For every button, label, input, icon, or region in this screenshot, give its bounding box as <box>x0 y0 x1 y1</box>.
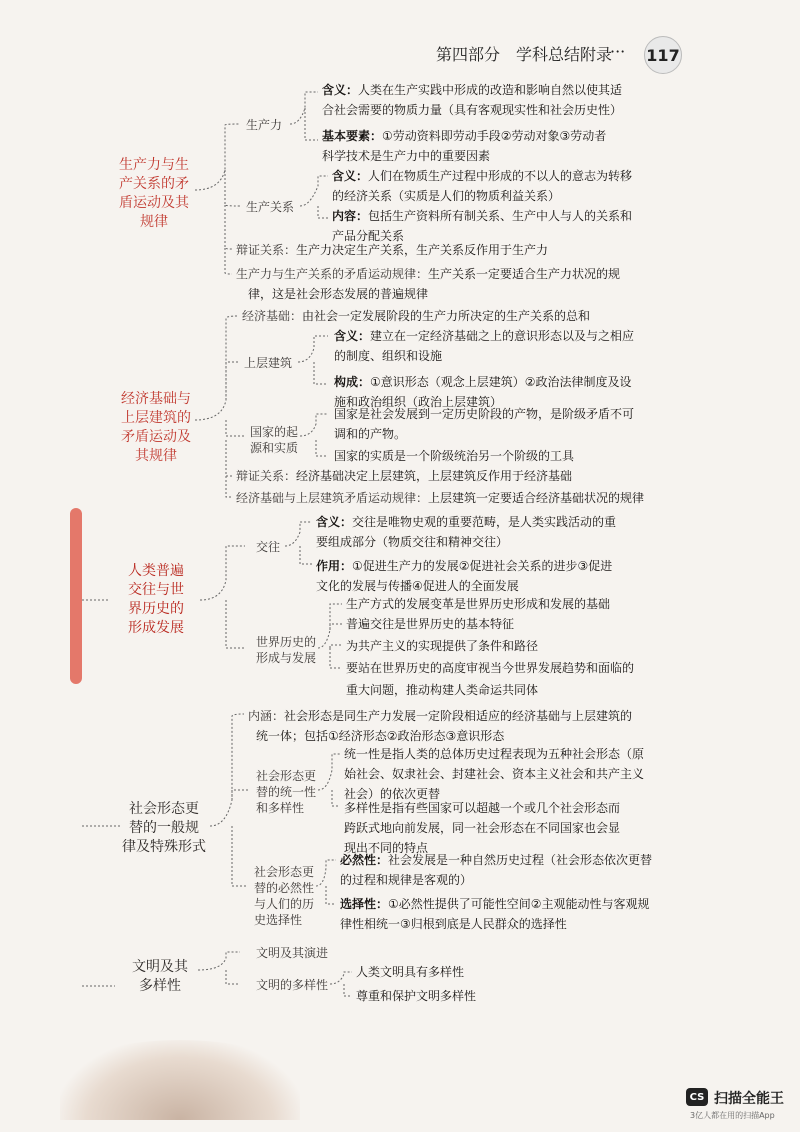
dialectic-text: 生产力决定生产关系，生产关系反作用于生产力 <box>296 243 549 257</box>
role-text: ①促进生产力的发展②促进社会关系的进步③促进 <box>352 559 613 573</box>
necessity-line2: 的过程和规律是客观的） <box>340 873 473 887</box>
scanner-logo-icon <box>686 1088 708 1106</box>
dialectic-label: 辩证关系： <box>236 469 297 483</box>
connotation-line1 <box>248 706 632 726</box>
necessity-label-line: 与人们的历 <box>254 897 315 911</box>
unity-label-line: 社会形态更 <box>256 769 317 783</box>
page-header-title: 第四部分 学科总结附录 <box>436 45 613 64</box>
topic-line: 形成发展 <box>128 620 184 636</box>
topic-line: 矛盾运动及 <box>121 429 191 445</box>
unity-label-line: 和多样性 <box>256 801 305 815</box>
law-text: 上层建筑一定要适合经济基础状况的规律 <box>428 491 645 505</box>
elements-title: 基本要素： <box>322 129 383 143</box>
node-world-history <box>256 634 316 666</box>
diversity-line1: 多样性是指有些国家可以超越一个或几个社会形态而 <box>344 801 621 815</box>
world-item: 为共产主义的实现提供了条件和路径 <box>346 639 539 653</box>
state-origin-line1: 国家是社会发展到一定历史阶段的产物，是阶级矛盾不可 <box>334 407 635 421</box>
section1-law-line2: 律，这是社会形态发展的普遍规律 <box>248 287 429 301</box>
unity-line1: 统一性是指人类的总体历史过程表现为五种社会形态（原 <box>344 747 645 761</box>
exchange-role-line1 <box>316 556 612 576</box>
role-title: 作用： <box>316 559 353 573</box>
world-item: 普遍交往是世界历史的基本特征 <box>346 617 515 631</box>
topic-base-superstructure <box>112 390 200 466</box>
topic-line: 律及特殊形式 <box>122 839 206 855</box>
law-text: 生产关系一定要适合生产力状况的规 <box>428 267 621 281</box>
unity-line2: 始社会、奴隶社会、封建社会、资本主义社会和共产主义 <box>344 767 645 781</box>
dialectic-text: 经济基础决定上层建筑，上层建筑反作用于经济基础 <box>296 469 573 483</box>
node-state <box>250 424 298 456</box>
meaning-title: 含义： <box>316 515 353 529</box>
scanner-brand: 扫描全能王 <box>714 1091 784 1107</box>
topic-line: 多样性 <box>139 978 181 994</box>
node-necessity-choice <box>254 864 314 928</box>
logo-text: CS <box>689 1091 705 1103</box>
content-text: 包括生产资料所有制关系、生产中人与人的关系和 <box>368 209 633 223</box>
section1-dialectic <box>236 240 548 260</box>
connotation-line2: 统一体；包括①经济形态②政治形态③意识形态 <box>256 729 505 743</box>
topic-line: 规律 <box>140 214 168 230</box>
super-comp-line1 <box>334 372 632 392</box>
productivity-meaning-line1 <box>322 80 622 100</box>
world-item-cont: 重大问题，推动构建人类命运共同体 <box>346 683 539 697</box>
unity-line3: 社会）的依次更替 <box>344 787 441 801</box>
productivity-elements-line1 <box>322 126 606 146</box>
node-productivity: 生产力 <box>246 118 283 132</box>
topic-line: 文明及其 <box>132 959 188 975</box>
necessity-line1 <box>340 850 652 870</box>
connotation-text: 社会形态是同生产力发展一定阶段相适应的经济基础与上层建筑的 <box>284 709 633 723</box>
state-label-line: 源和实质 <box>250 441 299 455</box>
choice-text: ①必然性提供了可能性空间②主观能动性与客观规 <box>388 897 650 911</box>
super-meaning-line2: 的制度、组织和设施 <box>334 349 443 363</box>
node-unity-diversity <box>256 768 316 816</box>
necessity-label-line: 社会形态更 <box>254 865 315 879</box>
node-exchange: 交往 <box>256 540 281 554</box>
elements-text: ①劳动资料即劳动手段②劳动对象③劳动者 <box>382 129 607 143</box>
meaning-title: 含义： <box>322 83 359 97</box>
content-title: 内容： <box>332 209 369 223</box>
world-item: 要站在世界历史的高度审视当今世界发展趋势和面临的 <box>346 661 635 675</box>
productivity-meaning-line2: 合社会需要的物质力量（具有客观现实性和社会历史性） <box>322 103 623 117</box>
exchange-meaning-line1 <box>316 512 616 532</box>
comp-text: ①意识形态（观念上层建筑）②政治法律制度及设 <box>370 375 632 389</box>
state-essence: 国家的实质是一个阶级统治另一个阶级的工具 <box>334 449 575 463</box>
diversity-line2: 跨跃式地向前发展，同一社会形态在不同国家也会显 <box>344 821 621 835</box>
page-header-dots: ··· <box>610 42 626 61</box>
meaning-text: 交往是唯物史观的重要范畴，是人类实践活动的重 <box>352 515 617 529</box>
relations-content-line2: 产品分配关系 <box>332 229 405 243</box>
necessity-label-line: 替的必然性 <box>254 881 315 895</box>
relations-meaning-line2: 的经济关系（实质是人们的物质利益关系） <box>332 189 561 203</box>
page-shadow <box>60 1040 300 1120</box>
state-label-line: 国家的起 <box>250 425 299 439</box>
comp-title: 构成： <box>334 375 371 389</box>
topic-line: 盾运动及其 <box>119 195 189 211</box>
node-superstructure: 上层建筑 <box>244 356 293 370</box>
meaning-title: 含义： <box>332 169 369 183</box>
law-label: 经济基础与上层建筑矛盾运动规律： <box>236 491 429 505</box>
relations-meaning-line1 <box>332 166 632 186</box>
topic-universal-exchange <box>112 562 200 638</box>
node-civilization-evolution: 文明及其演进 <box>256 946 329 960</box>
choice-title: 选择性： <box>340 897 389 911</box>
section2-law <box>236 488 644 508</box>
super-comp-line2: 施和政治组织（政治上层建筑） <box>334 395 503 409</box>
node-production-relations: 生产关系 <box>246 200 295 214</box>
exchange-role-line2: 文化的发展与传播④促进人的全面发展 <box>316 579 519 593</box>
topic-civilization <box>118 958 202 996</box>
choice-line1 <box>340 894 650 914</box>
topic-line: 上层建筑的 <box>121 410 191 426</box>
exchange-meaning-line2: 要组成部分（物质交往和精神交往） <box>316 535 509 549</box>
meaning-title: 含义： <box>334 329 371 343</box>
base-text: 由社会一定发展阶段的生产力所决定的生产关系的总和 <box>302 309 591 323</box>
civilization-item: 尊重和保护文明多样性 <box>356 989 477 1003</box>
base-label: 经济基础： <box>242 309 303 323</box>
civilization-item: 人类文明具有多样性 <box>356 965 465 979</box>
choice-line2: 律性相统一③归根到底是人民群众的选择性 <box>340 917 567 931</box>
meaning-text: 人们在物质生产过程中形成的不以人的意志为转移 <box>368 169 633 183</box>
topic-line: 替的一般规 <box>129 820 199 836</box>
page-number: 117 <box>646 45 680 65</box>
relations-content-line1 <box>332 206 632 226</box>
topic-line: 生产力与生 <box>119 157 189 173</box>
scanner-tagline: 3亿人都在用的扫描App <box>690 1111 775 1120</box>
necessity-label-line: 史选择性 <box>254 913 303 927</box>
necessity-title: 必然性： <box>340 853 389 867</box>
section2-dialectic <box>236 466 572 486</box>
topic-productivity-relations <box>110 156 198 232</box>
world-label-line: 世界历史的 <box>256 635 317 649</box>
dialectic-label: 辩证关系： <box>236 243 297 257</box>
section1-law-line1 <box>236 264 620 284</box>
topic-line: 经济基础与 <box>121 391 191 407</box>
topic-line: 产关系的矛 <box>119 176 189 192</box>
meaning-text: 人类在生产实践中形成的改造和影响自然以使其适 <box>358 83 623 97</box>
diversity-line3: 现出不同的特点 <box>344 841 429 855</box>
world-label-line: 形成与发展 <box>256 651 317 665</box>
topic-line: 其规律 <box>135 448 177 464</box>
connotation-label: 内涵： <box>248 709 285 723</box>
productivity-elements-line2: 科学技术是生产力中的重要因素 <box>322 149 491 163</box>
necessity-text: 社会发展是一种自然历史过程（社会形态依次更替 <box>388 853 653 867</box>
node-civilization-diversity: 文明的多样性 <box>256 978 329 992</box>
world-item: 生产方式的发展变革是世界历史形成和发展的基础 <box>346 597 611 611</box>
state-origin-line2: 调和的产物。 <box>334 427 407 441</box>
economic-base <box>242 306 590 326</box>
super-meaning-line1 <box>334 326 634 346</box>
meaning-text: 建立在一定经济基础之上的意识形态以及与之相应 <box>370 329 635 343</box>
unity-label-line: 替的统一性 <box>256 785 317 799</box>
topic-line: 界历史的 <box>128 601 184 617</box>
law-label: 生产力与生产关系的矛盾运动规律： <box>236 267 429 281</box>
topic-line: 交往与世 <box>128 582 184 598</box>
topic-line: 社会形态更 <box>129 801 199 817</box>
topic-line: 人类普遍 <box>128 563 184 579</box>
topic-social-form <box>116 800 212 857</box>
